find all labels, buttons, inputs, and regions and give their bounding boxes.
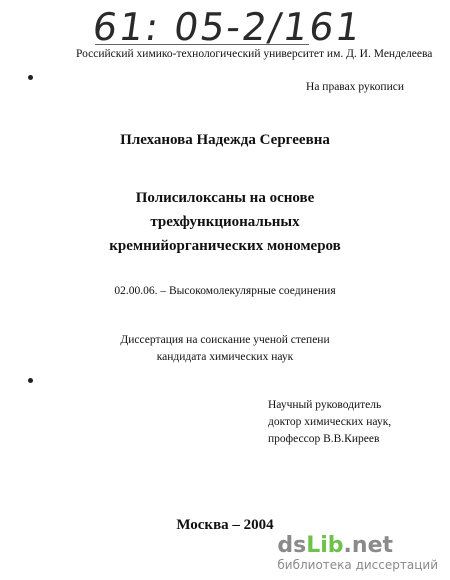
dslib-watermark[interactable] [277,534,438,572]
university-name: Российский химико-технологический университет им. Д. И. Менделеева [76,48,433,60]
degree-statement [0,332,450,366]
title-line: кремнийорганических мономеров [109,238,341,254]
advisor-line: профессор В.В.Киреев [268,433,380,445]
city-year: Москва – 2004 [176,517,274,533]
rights-notice: На правах рукописи [306,81,404,93]
specialty-code: 02.00.06. – Высокомолекулярные соединения [114,285,336,297]
advisor-line: Научный руководитель [268,399,382,411]
title-line: трехфункциональных [150,214,300,230]
degree-line: Диссертация на соискание ученой степени [120,334,330,346]
advisor-line: доктор химических наук, [268,416,392,428]
scientific-advisor [268,397,391,448]
dissertation-title [0,186,450,258]
degree-line: кандидата химических наук [156,351,294,363]
archive-stamp: 61: 05-2/161 [89,5,365,49]
author-name: Плеханова Надежда Сергеевна [120,132,330,148]
scan-dot [28,378,33,383]
logo-prefix: ds [277,533,307,558]
logo-mid: Lib [306,533,344,558]
scan-dot [28,75,33,80]
logo-suffix: .net [343,533,394,558]
watermark-subtitle: библиотека диссертаций [277,558,438,572]
title-line: Полисилоксаны на основе [135,190,315,206]
dslib-logo [277,534,438,558]
stamp-underline [95,44,309,45]
